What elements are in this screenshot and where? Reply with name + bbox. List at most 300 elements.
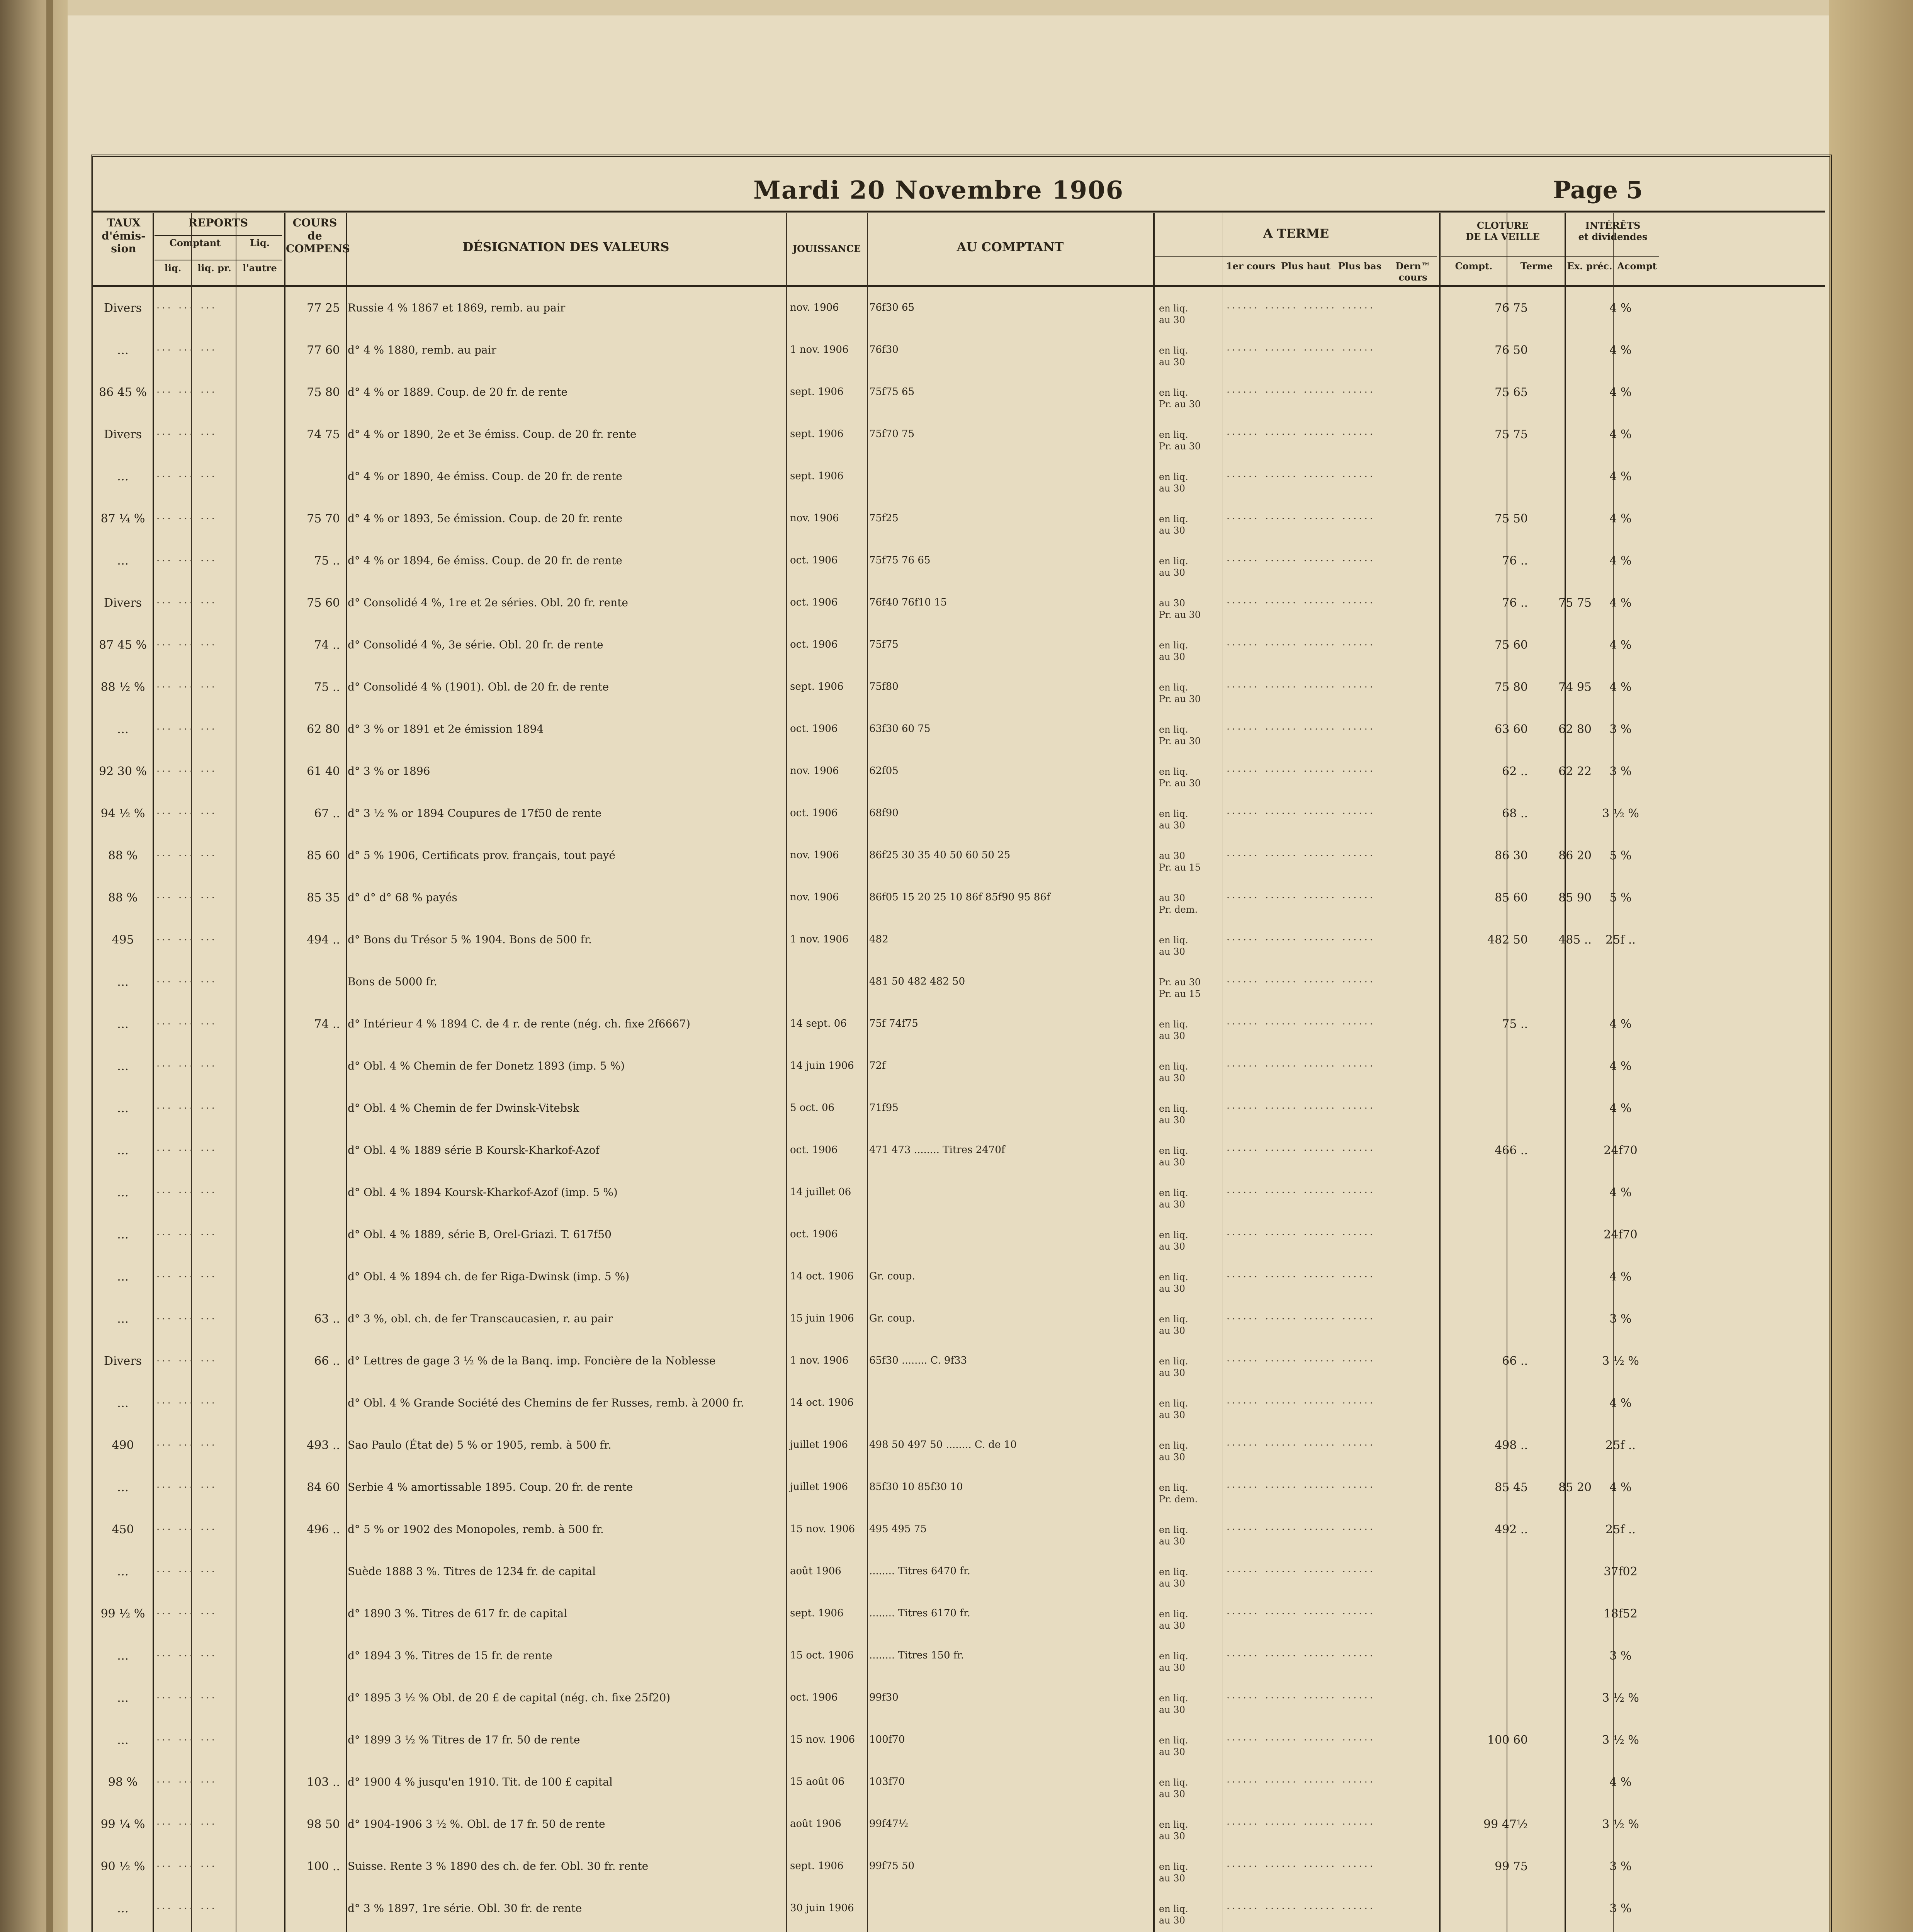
cours-cell: 494 .. — [307, 933, 340, 947]
table-row — [93, 1184, 1825, 1226]
terme-cells: ······ ······ ······ ······ — [1227, 597, 1376, 609]
taux-cell: 495 — [112, 933, 134, 947]
table-row — [93, 1816, 1825, 1858]
jouissance-cell: 15 nov. 1906 — [790, 1523, 855, 1535]
table-row — [93, 552, 1825, 594]
jouissance-cell: sept. 1906 — [790, 681, 844, 692]
jouissance-cell: nov. 1906 — [790, 512, 839, 524]
reports-cell: ··· ··· ··· — [156, 1566, 217, 1578]
reports-cell: ··· ··· ··· — [156, 429, 217, 440]
jouissance-cell: sept. 1906 — [790, 386, 844, 398]
cloture-subrule — [1441, 256, 1659, 257]
taux-cell: 87 45 % — [99, 638, 147, 652]
taux-cell: 99 ¼ % — [100, 1818, 145, 1831]
reports-cell: ··· ··· ··· — [156, 850, 217, 862]
jouissance-cell: oct. 1906 — [790, 1228, 838, 1240]
taux-cell: … — [117, 723, 129, 736]
designation-cell: d° Intérieur 4 % 1894 C. de 4 r. de rente (nég. ch. fixe 2f6667) — [348, 1017, 690, 1030]
comptant-cell: 471 473 ........ Titres 2470f — [869, 1144, 1005, 1156]
interets-cell: 4 % — [1609, 428, 1632, 441]
terme-label-cell: Pr. au 30 Pr. au 15 — [1159, 977, 1201, 999]
reports-cell: ··· ··· ··· — [156, 724, 217, 735]
table-row — [93, 1731, 1825, 1774]
comptant-cell: ........ Titres 150 fr. — [869, 1650, 964, 1661]
col-header-reports-sub3: l'autre — [243, 262, 277, 274]
terme-label-cell: en liq. au 30 — [1159, 1819, 1188, 1842]
cours-cell: 62 80 — [307, 723, 340, 736]
terme-cells: ······ ······ ······ ······ — [1227, 387, 1376, 398]
comptant-cell: 76f30 — [869, 344, 899, 355]
terme-cells: ······ ······ ······ ······ — [1227, 1187, 1376, 1199]
terme-label-cell: en liq. au 30 — [1159, 1735, 1188, 1757]
comptant-cell: ........ Titres 6470 fr. — [869, 1565, 970, 1577]
terme-label-cell: au 30 Pr. au 15 — [1159, 850, 1201, 873]
col-header-reports-comptant: Comptant — [169, 237, 221, 248]
terme-cells: ······ ······ ······ ······ — [1227, 429, 1376, 440]
reports-cell: ··· ··· ··· — [156, 1061, 217, 1072]
comptant-cell: 75f70 75 — [869, 428, 915, 440]
table-row — [93, 510, 1825, 552]
terme-cells: ······ ······ ······ ······ — [1227, 1398, 1376, 1409]
comptant-cell: 65f30 ........ C. 9f33 — [869, 1355, 967, 1366]
comptant-cell: 103f70 — [869, 1776, 905, 1787]
cours-cell: 98 50 — [307, 1818, 340, 1831]
col-header-plus-bas: Plus bas — [1338, 260, 1382, 272]
designation-cell: d° 5 % or 1902 des Monopoles, remb. à 500 fr. — [348, 1523, 604, 1536]
reports-cell: ··· ··· ··· — [156, 682, 217, 693]
reports-cell: ··· ··· ··· — [156, 1650, 217, 1662]
col-header-reports-sub1: liq. — [164, 262, 182, 274]
terme-label-cell: en liq. Pr. au 30 — [1159, 682, 1201, 704]
reports-cell: ··· ··· ··· — [156, 1482, 217, 1493]
cloture-compt-cell: 62 .. — [1502, 765, 1528, 778]
terme-label-cell: en liq. au 30 — [1159, 1566, 1188, 1589]
table-row — [93, 1437, 1825, 1479]
designation-cell: d° 3 ½ % or 1894 Coupures de 17f50 de rente — [348, 807, 602, 820]
designation-cell: d° 4 % 1880, remb. au pair — [348, 344, 496, 356]
cours-cell: 103 .. — [307, 1776, 340, 1789]
table-row — [93, 1689, 1825, 1731]
terme-label-cell: en liq. au 30 — [1159, 1356, 1188, 1378]
jouissance-cell: 14 juillet 06 — [790, 1186, 851, 1198]
terme-cells: ······ ······ ······ ······ — [1227, 1103, 1376, 1114]
interets-cell: 4 % — [1609, 596, 1632, 610]
comptant-cell: 495 495 75 — [869, 1523, 927, 1535]
comptant-cell: 86f25 30 35 40 50 60 50 25 — [869, 849, 1011, 861]
comptant-cell: 76f40 76f10 15 — [869, 597, 947, 608]
table-row — [93, 1647, 1825, 1689]
cloture-compt-cell: 75 60 — [1495, 638, 1528, 652]
interets-cell: 4 % — [1609, 1060, 1632, 1073]
terme-label-cell: en liq. Pr. au 30 — [1159, 766, 1201, 789]
interets-cell: 3 % — [1609, 1902, 1632, 1915]
reports-cell: ··· ··· ··· — [156, 808, 217, 820]
terme-cells: ······ ······ ······ ······ — [1227, 808, 1376, 820]
jouissance-cell: juillet 1906 — [790, 1439, 848, 1451]
taux-cell: … — [117, 1144, 129, 1157]
col-header-jouissance: JOUISSANCE — [792, 243, 861, 254]
table-row — [93, 342, 1825, 384]
reports-cell: ··· ··· ··· — [156, 555, 217, 567]
terme-cells: ······ ······ ······ ······ — [1227, 1229, 1376, 1241]
cloture-terme-cell: 62 80 — [1558, 723, 1592, 736]
terme-label-cell: en liq. au 30 — [1159, 345, 1188, 367]
designation-cell: d° 3 %, obl. ch. de fer Transcaucasien, r. au pair — [348, 1312, 613, 1325]
reports-cell: ··· ··· ··· — [156, 1271, 217, 1283]
terme-label-cell: en liq. au 30 — [1159, 1019, 1188, 1041]
terme-cells: ······ ······ ······ ······ — [1227, 1524, 1376, 1536]
terme-cells: ······ ······ ······ ······ — [1227, 1650, 1376, 1662]
designation-cell: d° 4 % or 1894, 6e émiss. Coup. de 20 fr. de rente — [348, 554, 622, 567]
table-row — [93, 384, 1825, 426]
cours-cell: 77 60 — [307, 344, 340, 357]
col-header-cloture: CLOTURE DE LA VEILLE — [1466, 220, 1540, 242]
cloture-compt-cell: 498 .. — [1495, 1439, 1528, 1452]
cours-cell: 74 75 — [307, 428, 340, 441]
comptant-cell: 72f — [869, 1060, 886, 1071]
designation-cell: d° 1894 3 %. Titres de 15 fr. de rente — [348, 1649, 552, 1662]
terme-label-cell: en liq. au 30 — [1159, 1524, 1188, 1547]
taux-cell: 86 45 % — [99, 386, 147, 399]
table-row — [93, 1352, 1825, 1395]
designation-cell: Suisse. Rente 3 % 1890 des ch. de fer. Obl. 30 fr. rente — [348, 1860, 649, 1872]
taux-cell: 87 ¼ % — [100, 512, 145, 526]
jouissance-cell: juillet 1906 — [790, 1481, 848, 1493]
col-header-cours: COURS de COMPENS — [286, 216, 350, 255]
table-row — [93, 1521, 1825, 1563]
jouissance-cell: août 1906 — [790, 1818, 841, 1830]
cours-cell: 66 .. — [314, 1354, 340, 1368]
cours-cell: 75 .. — [314, 554, 340, 568]
jouissance-cell: oct. 1906 — [790, 639, 838, 650]
table-row — [93, 931, 1825, 973]
taux-cell: 94 ½ % — [100, 807, 145, 820]
jouissance-cell: 1 nov. 1906 — [790, 934, 849, 945]
taux-cell: … — [117, 1649, 129, 1663]
cours-cell: 63 .. — [314, 1312, 340, 1326]
table-row — [93, 889, 1825, 931]
designation-cell: d° Obl. 4 % 1889 série B Koursk-Kharkof-Azof — [348, 1144, 600, 1156]
table-row — [93, 847, 1825, 889]
jouissance-cell: oct. 1906 — [790, 554, 838, 566]
reports-cell: ··· ··· ··· — [156, 1861, 217, 1872]
terme-label-cell: en liq. au 30 — [1159, 1609, 1188, 1631]
reports-cell: ··· ··· ··· — [156, 639, 217, 651]
cloture-compt-cell: 99 75 — [1495, 1860, 1528, 1873]
designation-cell: d° Consolidé 4 %, 3e série. Obl. 20 fr. de rente — [348, 638, 603, 651]
table-row — [93, 299, 1825, 342]
cloture-terme-cell: 75 75 — [1558, 596, 1592, 610]
table-row — [93, 721, 1825, 763]
terme-cells: ······ ······ ······ ······ — [1227, 513, 1376, 525]
comptant-cell: 71f95 — [869, 1102, 899, 1114]
reports-cell: ··· ··· ··· — [156, 1777, 217, 1788]
taux-cell: … — [117, 1565, 129, 1578]
jouissance-cell: sept. 1906 — [790, 428, 844, 440]
cours-cell: 75 60 — [307, 596, 340, 610]
taux-cell: … — [117, 1060, 129, 1073]
cours-cell: 77 25 — [307, 301, 340, 315]
terme-cells: ······ ······ ······ ······ — [1227, 1861, 1376, 1872]
terme-cells: ······ ······ ······ ······ — [1227, 850, 1376, 862]
cloture-compt-cell: 85 45 — [1495, 1481, 1528, 1494]
taux-cell: Divers — [104, 596, 142, 610]
designation-cell: d° Lettres de gage 3 ½ % de la Banq. imp. Foncière de la Noblesse — [348, 1354, 716, 1367]
table-row — [93, 1774, 1825, 1816]
interets-cell: 24f70 — [1604, 1228, 1638, 1242]
page-stack-edge — [1829, 0, 1913, 1932]
designation-cell: Suède 1888 3 %. Titres de 1234 fr. de capital — [348, 1565, 596, 1578]
jouissance-cell: sept. 1906 — [790, 470, 844, 482]
taux-cell: Divers — [104, 428, 142, 441]
terme-label-cell: en liq. au 30 — [1159, 1903, 1188, 1926]
terme-cells: ······ ······ ······ ······ — [1227, 766, 1376, 777]
terme-label-cell: en liq. Pr. au 30 — [1159, 724, 1201, 747]
comptant-cell: 75f75 — [869, 639, 899, 650]
taux-cell: 450 — [112, 1523, 134, 1536]
interets-cell: 3 % — [1609, 765, 1632, 778]
interets-cell: 4 % — [1609, 1186, 1632, 1199]
comptant-cell: 75f 74f75 — [869, 1018, 918, 1029]
table-row — [93, 1563, 1825, 1605]
reports-cell: ··· ··· ··· — [156, 597, 217, 609]
terme-cells: ······ ······ ······ ······ — [1227, 682, 1376, 693]
interets-cell: 3 ½ % — [1602, 1733, 1639, 1747]
table-row — [93, 468, 1825, 510]
terme-label-cell: en liq. Pr. au 30 — [1159, 429, 1201, 452]
table-row — [93, 763, 1825, 805]
terme-label-cell: au 30 Pr. au 30 — [1159, 598, 1201, 620]
cloture-compt-cell: 76 50 — [1495, 344, 1528, 357]
comptant-cell: Gr. coup. — [869, 1270, 915, 1282]
reports-cell: ··· ··· ··· — [156, 1735, 217, 1746]
jouissance-cell: oct. 1906 — [790, 723, 838, 735]
designation-cell: Bons de 5000 fr. — [348, 975, 437, 988]
taux-cell: … — [117, 554, 129, 568]
comptant-cell: 99f47½ — [869, 1818, 908, 1830]
terme-label-cell: en liq. au 30 — [1159, 1230, 1188, 1252]
designation-cell: d° 4 % or 1893, 5e émission. Coup. de 20 fr. rente — [348, 512, 623, 525]
interets-cell: 5 % — [1609, 849, 1632, 862]
designation-cell: Serbie 4 % amortissable 1895. Coup. 20 fr. de rente — [348, 1481, 633, 1493]
table-row — [93, 805, 1825, 847]
table-row — [93, 636, 1825, 679]
page-number: Page 5 — [1553, 176, 1643, 204]
terme-label-cell: au 30 Pr. dem. — [1159, 893, 1198, 915]
comptant-cell: 498 50 497 50 ........ C. de 10 — [869, 1439, 1017, 1451]
cloture-terme-cell: 85 20 — [1558, 1481, 1592, 1494]
taux-cell: 92 30 % — [99, 765, 147, 778]
jouissance-cell: 15 juin 1906 — [790, 1313, 854, 1324]
terme-label-cell: en liq. Pr. au 30 — [1159, 387, 1201, 410]
comptant-cell: 100f70 — [869, 1734, 905, 1745]
header-rule — [93, 211, 1825, 213]
designation-cell: d° Obl. 4 % Chemin de fer Donetz 1893 (imp. 5 %) — [348, 1060, 625, 1072]
terme-label-cell: en liq. au 30 — [1159, 1187, 1188, 1210]
designation-cell: d° 1899 3 ½ % Titres de 17 fr. 50 de rente — [348, 1733, 580, 1746]
reports-cell: ··· ··· ··· — [156, 934, 217, 946]
interets-cell: 4 % — [1609, 470, 1632, 483]
table-row — [93, 1142, 1825, 1184]
col-header-reports-sub2: liq. pr. — [197, 262, 231, 274]
jouissance-cell: nov. 1906 — [790, 765, 839, 777]
table-row — [93, 1310, 1825, 1352]
interets-cell: 4 % — [1609, 386, 1632, 399]
table-row — [93, 426, 1825, 468]
designation-cell: Russie 4 % 1867 et 1869, remb. au pair — [348, 301, 566, 314]
cloture-terme-cell: 485 .. — [1558, 933, 1592, 947]
reports-cell: ··· ··· ··· — [156, 1608, 217, 1620]
designation-cell: d° 1895 3 ½ % Obl. de 20 £ de capital (nég. ch. fixe 25f20) — [348, 1691, 671, 1704]
col-header-dernier-cours: Dern™ cours — [1395, 260, 1431, 283]
jouissance-cell: 14 oct. 1906 — [790, 1397, 854, 1408]
jouissance-cell: 30 juin 1906 — [790, 1902, 854, 1914]
taux-cell: … — [117, 1733, 129, 1747]
cours-cell: 85 35 — [307, 891, 340, 905]
terme-label-cell: en liq. au 30 — [1159, 1693, 1188, 1715]
cloture-compt-cell: 75 80 — [1495, 680, 1528, 694]
table-row — [93, 1100, 1825, 1142]
designation-cell: d° 4 % or 1890, 2e et 3e émiss. Coup. de 20 fr. rente — [348, 428, 637, 440]
jouissance-cell: oct. 1906 — [790, 1144, 838, 1156]
taux-cell: … — [117, 1017, 129, 1031]
comptant-cell: ........ Titres 6170 fr. — [869, 1607, 970, 1619]
interets-cell: 4 % — [1609, 680, 1632, 694]
interets-cell: 3 % — [1609, 723, 1632, 736]
jouissance-cell: 1 nov. 1906 — [790, 344, 849, 355]
cloture-compt-cell: 86 30 — [1495, 849, 1528, 862]
terme-label-cell: en liq. au 30 — [1159, 514, 1188, 536]
jouissance-cell: 14 oct. 1906 — [790, 1270, 854, 1282]
cloture-compt-cell: 75 65 — [1495, 386, 1528, 399]
designation-cell: d° 5 % 1906, Certificats prov. français, tout payé — [348, 849, 615, 862]
table-row — [93, 1015, 1825, 1058]
terme-cells: ······ ······ ······ ······ — [1227, 1692, 1376, 1704]
interets-cell: 4 % — [1609, 1017, 1632, 1031]
terme-cells: ······ ······ ······ ······ — [1227, 1271, 1376, 1283]
col-header-cloture-compt: Compt. — [1455, 260, 1493, 272]
terme-cells: ······ ······ ······ ······ — [1227, 1735, 1376, 1746]
comptant-cell: 99f30 — [869, 1692, 899, 1703]
cloture-compt-cell: 75 .. — [1502, 1017, 1528, 1031]
comptant-cell: 62f05 — [869, 765, 899, 777]
cours-cell: 74 .. — [314, 1017, 340, 1031]
interets-cell: 3 ½ % — [1602, 1354, 1639, 1368]
cours-cell: 493 .. — [307, 1439, 340, 1452]
interets-cell: 4 % — [1609, 1776, 1632, 1789]
reports-cell: ··· ··· ··· — [156, 387, 217, 398]
jouissance-cell: nov. 1906 — [790, 849, 839, 861]
jouissance-cell: 14 juin 1906 — [790, 1060, 854, 1071]
designation-cell: d° Consolidé 4 %, 1re et 2e séries. Obl. 20 fr. rente — [348, 596, 628, 609]
comptant-cell: 75f75 76 65 — [869, 554, 931, 566]
jouissance-cell: 14 sept. 06 — [790, 1018, 847, 1029]
cloture-compt-cell: 466 .. — [1495, 1144, 1528, 1157]
jouissance-cell: 15 oct. 1906 — [790, 1650, 854, 1661]
taux-cell: … — [117, 1902, 129, 1915]
terme-cells: ······ ······ ······ ······ — [1227, 1019, 1376, 1030]
reports-cell: ··· ··· ··· — [156, 303, 217, 314]
terme-label-cell: en liq. au 30 — [1159, 1398, 1188, 1420]
reports-cell: ··· ··· ··· — [156, 1187, 217, 1199]
table-row — [93, 1268, 1825, 1310]
reports-cell: ··· ··· ··· — [156, 513, 217, 525]
jouissance-cell: août 1906 — [790, 1565, 841, 1577]
designation-cell: d° Bons du Trésor 5 % 1904. Bons de 500 fr. — [348, 933, 592, 946]
reports-cell: ··· ··· ··· — [156, 1355, 217, 1367]
jouissance-cell: 1 nov. 1906 — [790, 1355, 849, 1366]
designation-cell: d° 3 % or 1896 — [348, 765, 430, 777]
terme-label-cell: en liq. au 30 — [1159, 640, 1188, 662]
cloture-terme-cell: 86 20 — [1558, 849, 1592, 862]
col-header-acompte: Acompt — [1617, 260, 1657, 272]
jouissance-cell: sept. 1906 — [790, 1860, 844, 1872]
table-row — [93, 594, 1825, 636]
reports-cell: ··· ··· ··· — [156, 892, 217, 904]
jouissance-cell: oct. 1906 — [790, 807, 838, 819]
cloture-compt-cell: 99 47½ — [1483, 1818, 1528, 1831]
col-header-a-terme: A TERME — [1263, 226, 1329, 241]
designation-cell: d° 4 % or 1890, 4e émiss. Coup. de 20 fr. de rente — [348, 470, 622, 483]
cours-cell: 496 .. — [307, 1523, 340, 1536]
cours-cell: 84 60 — [307, 1481, 340, 1494]
terme-cells: ······ ······ ······ ······ — [1227, 1440, 1376, 1451]
terme-label-cell: en liq. au 30 — [1159, 1061, 1188, 1083]
terme-label-cell: en liq. au 30 — [1159, 1777, 1188, 1799]
cloture-compt-cell: 68 .. — [1502, 807, 1528, 820]
designation-cell: d° 3 % 1897, 1re série. Obl. 30 fr. de rente — [348, 1902, 582, 1915]
interets-cell: 4 % — [1609, 344, 1632, 357]
cloture-compt-cell: 482 50 — [1487, 933, 1528, 947]
table-row — [93, 1858, 1825, 1900]
taux-cell: … — [117, 1102, 129, 1115]
cloture-compt-cell: 75 75 — [1495, 428, 1528, 441]
cloture-compt-cell: 66 .. — [1502, 1354, 1528, 1368]
terme-label-cell: en liq. au 30 — [1159, 303, 1188, 325]
col-header-ex-prec: Ex. préc. — [1567, 260, 1612, 272]
table-row — [93, 1605, 1825, 1647]
interets-cell: 4 % — [1609, 1396, 1632, 1410]
jouissance-cell: 5 oct. 06 — [790, 1102, 835, 1114]
taux-cell: 98 % — [108, 1776, 138, 1789]
terme-cells: ······ ······ ······ ······ — [1227, 1777, 1376, 1788]
reports-cell: ··· ··· ··· — [156, 345, 217, 356]
cloture-terme-cell: 74 95 — [1558, 680, 1592, 694]
taux-cell: … — [117, 344, 129, 357]
cours-cell: 61 40 — [307, 765, 340, 778]
jouissance-cell: 15 août 06 — [790, 1776, 845, 1787]
taux-cell: … — [117, 1270, 129, 1284]
interets-cell: 37f02 — [1604, 1565, 1638, 1578]
taux-cell: … — [117, 975, 129, 989]
col-header-cloture-terme: Terme — [1520, 260, 1553, 272]
col-header-designation: DÉSIGNATION DES VALEURS — [462, 240, 669, 254]
terme-cells: ······ ······ ······ ······ — [1227, 1903, 1376, 1915]
interets-cell: 4 % — [1609, 638, 1632, 652]
terme-cells: ······ ······ ······ ······ — [1227, 1355, 1376, 1367]
taux-cell: Divers — [104, 301, 142, 315]
cloture-compt-cell: 75 50 — [1495, 512, 1528, 526]
interets-cell: 4 % — [1609, 301, 1632, 315]
reports-cell: ··· ··· ··· — [156, 1903, 217, 1915]
terme-label-cell: en liq. au 30 — [1159, 1103, 1188, 1126]
reports-cell: ··· ··· ··· — [156, 1524, 217, 1536]
comptant-cell: 99f75 50 — [869, 1860, 915, 1872]
comptant-cell: 75f25 — [869, 512, 899, 524]
table-row — [93, 1479, 1825, 1521]
table-row — [93, 679, 1825, 721]
designation-cell: d° Obl. 4 % 1889, série B, Orel-Griazi. T. 617f50 — [348, 1228, 612, 1241]
